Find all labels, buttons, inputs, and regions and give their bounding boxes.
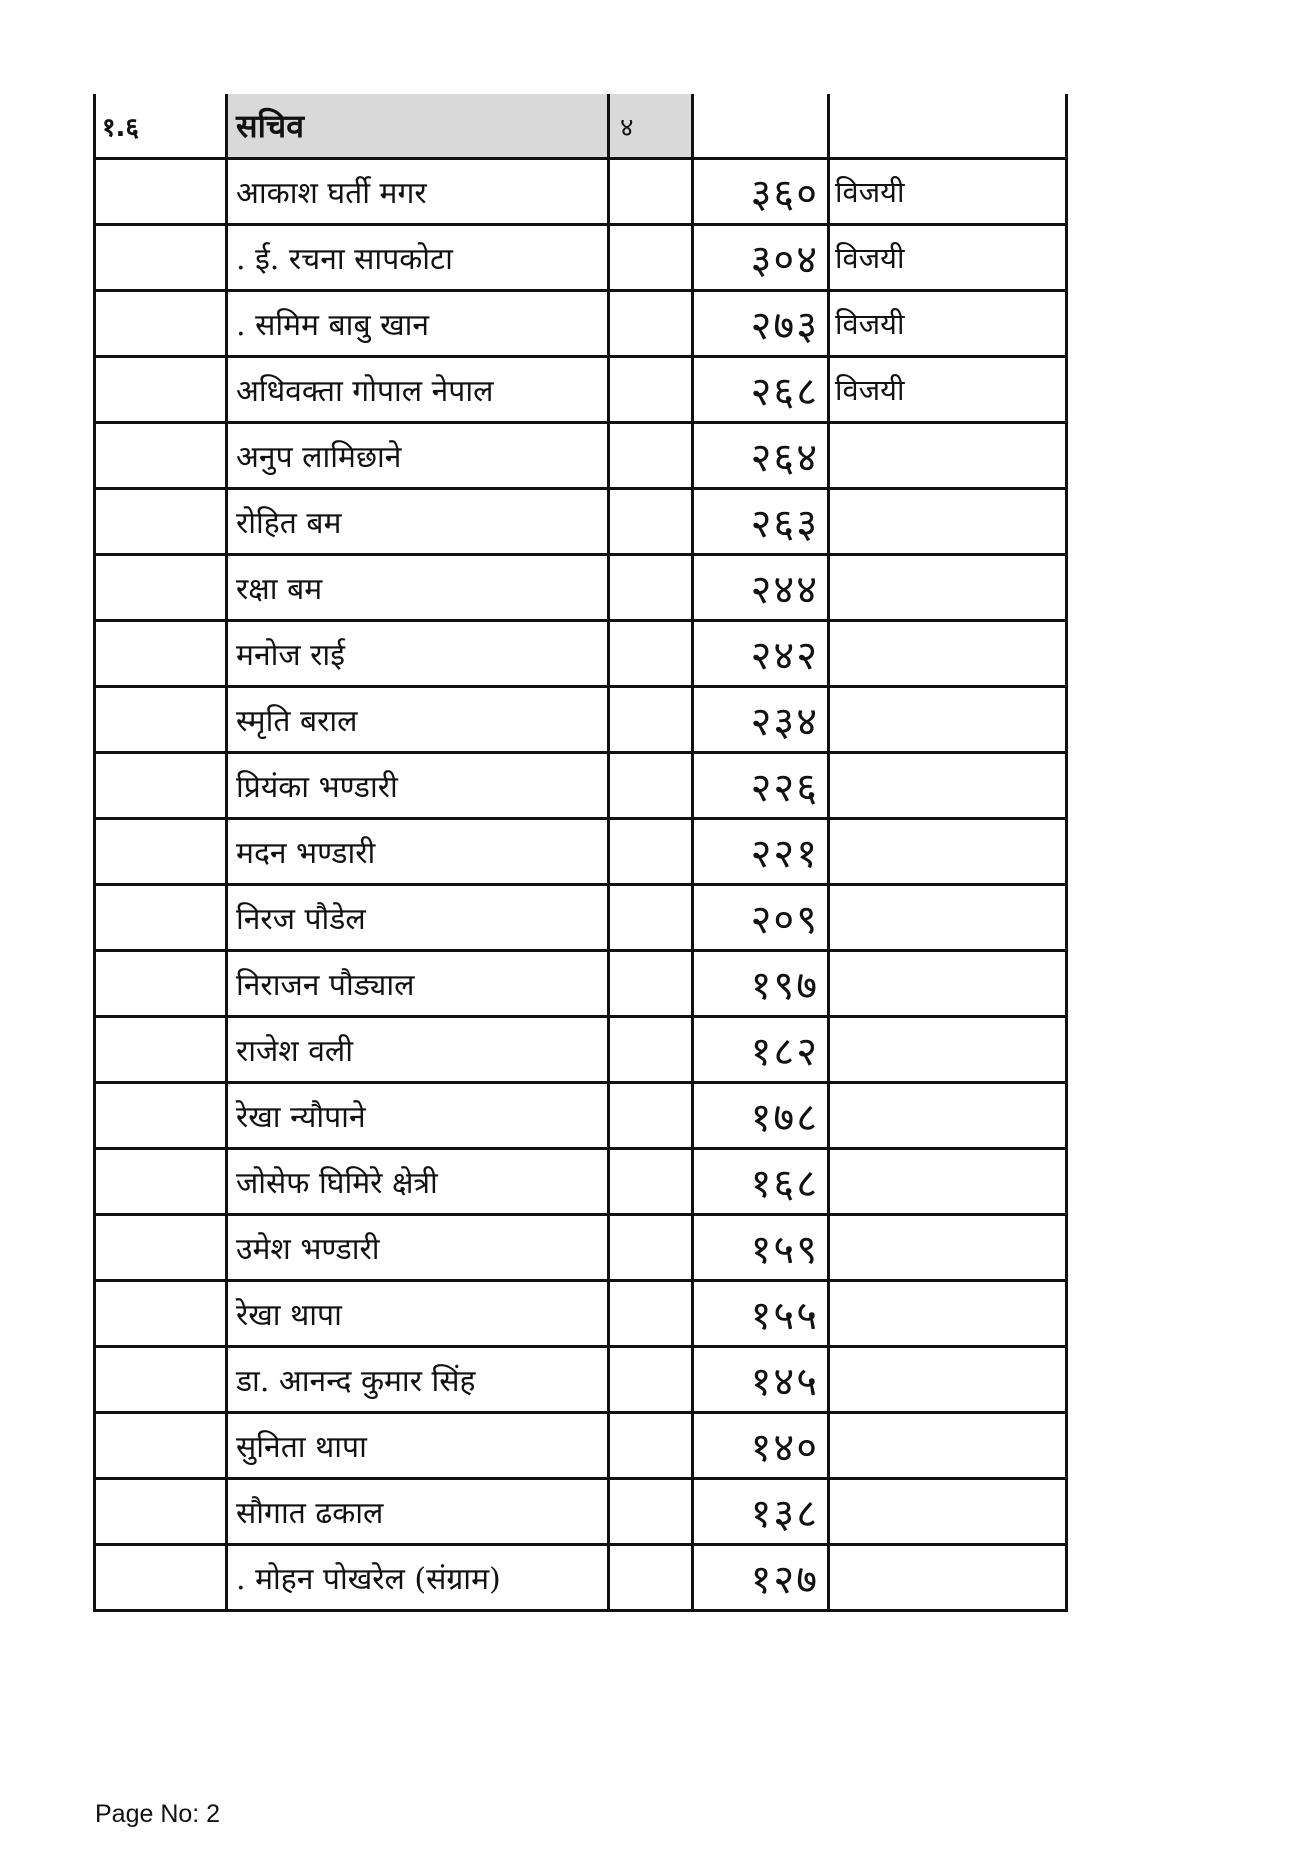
status-cell (829, 291, 1067, 357)
votes-cell (693, 1281, 829, 1347)
status-cell (829, 819, 1067, 885)
count-cell (609, 951, 693, 1017)
count-cell (609, 1281, 693, 1347)
status-cell (829, 423, 1067, 489)
section-serial-cell (95, 94, 227, 159)
candidate-name: रेखा न्यौपाने (236, 1100, 366, 1135)
serial-cell (95, 423, 227, 489)
candidate-row (95, 1017, 1067, 1083)
candidate-name-cell (227, 1347, 609, 1413)
candidate-name: रेखा थापा (236, 1298, 342, 1333)
candidate-votes: १४० (750, 1425, 819, 1471)
count-cell (609, 687, 693, 753)
candidate-row (95, 159, 1067, 225)
votes-cell (693, 357, 829, 423)
candidate-name: सौगात ढकाल (236, 1496, 384, 1531)
candidate-row (95, 1215, 1067, 1281)
candidate-row (95, 555, 1067, 621)
candidate-votes: २६८ (750, 369, 819, 415)
post-title: सचिव (236, 107, 305, 145)
candidate-status: विजयी (835, 307, 905, 341)
serial-cell (95, 1149, 227, 1215)
candidate-name: स्मृति बराल (236, 704, 358, 739)
votes-cell (693, 489, 829, 555)
status-cell (829, 1149, 1067, 1215)
votes-cell (693, 885, 829, 951)
candidate-name: . समिम बाबु खान (236, 308, 430, 343)
candidate-name: प्रियंका भण्डारी (236, 770, 398, 805)
serial-cell (95, 819, 227, 885)
candidate-name-cell (227, 1083, 609, 1149)
votes-header-cell (693, 94, 829, 159)
status-cell (829, 1083, 1067, 1149)
votes-cell (693, 1545, 829, 1611)
candidate-votes: २४४ (750, 567, 819, 613)
serial-cell (95, 885, 227, 951)
candidate-name-cell (227, 555, 609, 621)
candidate-votes: ३६० (750, 171, 819, 217)
votes-cell (693, 621, 829, 687)
count-cell (609, 423, 693, 489)
candidate-name: निरज पौडेल (236, 902, 366, 937)
candidate-votes: १५९ (750, 1227, 819, 1273)
count-cell (609, 753, 693, 819)
candidate-name: . ई. रचना सापकोटा (236, 242, 453, 277)
candidate-votes: ३०४ (750, 237, 819, 283)
candidate-name-cell (227, 951, 609, 1017)
candidate-name-cell (227, 1413, 609, 1479)
candidate-votes: १९७ (750, 963, 819, 1009)
candidate-row (95, 225, 1067, 291)
candidate-votes: १५५ (750, 1293, 819, 1339)
candidate-row (95, 1479, 1067, 1545)
votes-cell (693, 819, 829, 885)
candidate-name-cell (227, 291, 609, 357)
serial-cell (95, 1215, 227, 1281)
candidate-row (95, 1545, 1067, 1611)
status-cell (829, 1017, 1067, 1083)
serial-cell (95, 1545, 227, 1611)
count-cell (609, 1347, 693, 1413)
count-cell (609, 885, 693, 951)
candidate-name-cell (227, 489, 609, 555)
candidate-name-cell (227, 1545, 609, 1611)
status-cell (829, 225, 1067, 291)
candidate-votes: २७३ (750, 303, 819, 349)
votes-cell (693, 687, 829, 753)
candidate-votes: १६८ (750, 1161, 819, 1207)
count-cell (609, 1215, 693, 1281)
candidate-name-cell (227, 819, 609, 885)
candidate-name: रोहित बम (236, 506, 342, 541)
votes-cell (693, 423, 829, 489)
votes-cell (693, 159, 829, 225)
status-cell (829, 1281, 1067, 1347)
count-cell (609, 1149, 693, 1215)
count-cell (609, 819, 693, 885)
candidate-name-cell (227, 1281, 609, 1347)
candidate-name: . मोहन पोखरेल (संग्राम) (236, 1562, 501, 1597)
candidate-votes: १७८ (750, 1095, 819, 1141)
candidate-row (95, 291, 1067, 357)
serial-cell (95, 1413, 227, 1479)
candidate-votes: १३८ (750, 1491, 819, 1537)
status-cell (829, 1413, 1067, 1479)
serial-cell (95, 357, 227, 423)
section-header-row (95, 94, 1067, 159)
candidate-row (95, 1149, 1067, 1215)
count-cell (609, 1017, 693, 1083)
serial-cell (95, 555, 227, 621)
serial-cell (95, 1017, 227, 1083)
candidate-name: निराजन पौड्याल (236, 968, 415, 1003)
post-title-cell (227, 94, 609, 159)
serial-cell (95, 687, 227, 753)
candidate-name-cell (227, 1017, 609, 1083)
count-cell (609, 1413, 693, 1479)
candidate-votes: २०९ (750, 897, 819, 943)
candidate-row (95, 753, 1067, 819)
candidate-votes: २२६ (750, 765, 819, 811)
candidate-name-cell (227, 687, 609, 753)
seat-count: ४ (620, 112, 634, 143)
candidate-name: जोसेफ घिमिरे क्षेत्री (236, 1166, 438, 1201)
count-cell (609, 357, 693, 423)
candidate-votes: २३४ (750, 699, 819, 745)
candidate-name-cell (227, 753, 609, 819)
candidate-name: अनुप लामिछाने (236, 440, 402, 475)
count-cell (609, 555, 693, 621)
votes-cell (693, 1413, 829, 1479)
page-number: Page No: 2 (95, 1800, 221, 1828)
votes-cell (693, 1215, 829, 1281)
candidate-name-cell (227, 1149, 609, 1215)
serial-cell (95, 1083, 227, 1149)
candidate-name: रक्षा बम (236, 572, 323, 607)
status-cell (829, 489, 1067, 555)
candidate-name-cell (227, 357, 609, 423)
serial-cell (95, 489, 227, 555)
candidate-name: मदन भण्डारी (236, 836, 376, 871)
serial-cell (95, 753, 227, 819)
count-cell (609, 1083, 693, 1149)
candidate-name: सुनिता थापा (236, 1430, 367, 1465)
results-table (93, 94, 1068, 1612)
candidate-name-cell (227, 885, 609, 951)
status-cell (829, 1479, 1067, 1545)
status-cell (829, 357, 1067, 423)
candidate-row (95, 951, 1067, 1017)
votes-cell (693, 951, 829, 1017)
candidate-name-cell (227, 225, 609, 291)
seat-count-cell (609, 94, 693, 159)
status-cell (829, 1215, 1067, 1281)
candidate-name: मनोज राई (236, 638, 345, 673)
candidate-name: उमेश भण्डारी (236, 1232, 380, 1267)
candidate-row (95, 357, 1067, 423)
votes-cell (693, 1083, 829, 1149)
candidate-status: विजयी (835, 241, 905, 275)
table-body (95, 94, 1067, 1611)
serial-cell (95, 159, 227, 225)
candidate-votes: २६३ (750, 501, 819, 547)
votes-cell (693, 1017, 829, 1083)
candidate-name-cell (227, 423, 609, 489)
candidate-votes: २२१ (750, 831, 819, 877)
status-cell (829, 753, 1067, 819)
serial-cell (95, 225, 227, 291)
candidate-row (95, 489, 1067, 555)
candidate-row (95, 423, 1067, 489)
candidate-row (95, 1083, 1067, 1149)
status-cell (829, 885, 1067, 951)
candidate-row (95, 621, 1067, 687)
candidate-votes: १८२ (750, 1029, 819, 1075)
votes-cell (693, 1347, 829, 1413)
serial-cell (95, 1347, 227, 1413)
count-cell (609, 489, 693, 555)
status-header-cell (829, 94, 1067, 159)
votes-cell (693, 753, 829, 819)
candidate-name: डा. आनन्द कुमार सिंह (236, 1364, 476, 1399)
candidate-row (95, 1281, 1067, 1347)
candidate-votes: १४५ (750, 1359, 819, 1405)
serial-cell (95, 621, 227, 687)
status-cell (829, 1347, 1067, 1413)
votes-cell (693, 555, 829, 621)
candidate-name-cell (227, 1479, 609, 1545)
candidate-votes: १२७ (750, 1557, 819, 1603)
candidate-name-cell (227, 159, 609, 225)
candidate-row (95, 687, 1067, 753)
candidate-votes: २४२ (750, 633, 819, 679)
serial-cell (95, 291, 227, 357)
candidate-status: विजयी (835, 175, 905, 209)
serial-cell (95, 1281, 227, 1347)
candidate-name-cell (227, 621, 609, 687)
status-cell (829, 687, 1067, 753)
candidate-name: अधिवक्ता गोपाल नेपाल (236, 374, 494, 409)
count-cell (609, 225, 693, 291)
count-cell (609, 621, 693, 687)
count-cell (609, 159, 693, 225)
status-cell (829, 951, 1067, 1017)
candidate-row (95, 819, 1067, 885)
status-cell (829, 621, 1067, 687)
count-cell (609, 291, 693, 357)
candidate-row (95, 1413, 1067, 1479)
status-cell (829, 1545, 1067, 1611)
votes-cell (693, 1149, 829, 1215)
candidate-name-cell (227, 1215, 609, 1281)
candidate-votes: २६४ (750, 435, 819, 481)
count-cell (609, 1545, 693, 1611)
candidate-name: राजेश वली (236, 1034, 354, 1069)
votes-cell (693, 1479, 829, 1545)
votes-cell (693, 291, 829, 357)
status-cell (829, 159, 1067, 225)
candidate-status: विजयी (835, 373, 905, 407)
votes-cell (693, 225, 829, 291)
candidate-name: आकाश घर्ती मगर (236, 176, 427, 211)
status-cell (829, 555, 1067, 621)
count-cell (609, 1479, 693, 1545)
section-serial: १.६ (102, 112, 139, 143)
serial-cell (95, 1479, 227, 1545)
serial-cell (95, 951, 227, 1017)
candidate-row (95, 1347, 1067, 1413)
candidate-row (95, 885, 1067, 951)
